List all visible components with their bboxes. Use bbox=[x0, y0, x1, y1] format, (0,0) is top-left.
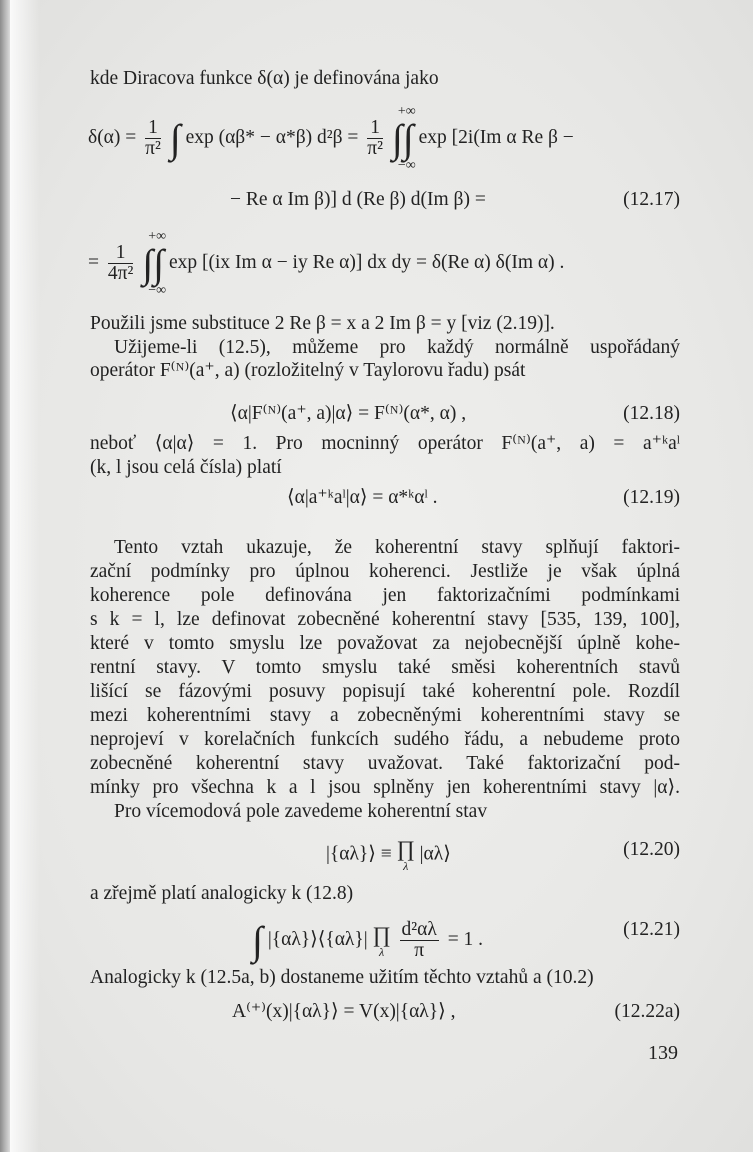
fraction-d2alpha-over-pi: $\frac{\text{d²αλ}}{\pi}$ bbox=[401, 919, 437, 961]
equation-12-20: |{αλ}⟩ ≡ ∏ λ |αλ⟩ bbox=[326, 836, 451, 873]
equation-number-12-17: (12.17) bbox=[623, 189, 680, 210]
text-line-nebot-2: (k, l jsou celá čísla) platí bbox=[90, 457, 282, 478]
paragraph-line: koherence pole definována jen faktorizačními podmínkami bbox=[90, 585, 680, 606]
paragraph-line: lišící se fázovými posuvy popisují také koherentní pole. Rozdíl bbox=[90, 681, 680, 702]
text-line-vicemodova: Pro vícemodová pole zavedeme koherentní stav bbox=[114, 801, 488, 822]
text-line-uzijeme-1: Užijeme-li (12.5), můžeme pro každý normálně uspořádaný bbox=[114, 337, 680, 358]
eq-lhs: δ(α) = bbox=[88, 126, 137, 148]
text-line-intro: kde Diracova funkce δ(α) je definována jako bbox=[90, 68, 439, 89]
paragraph-line: neprojeví v korelačních funkcích sudého řádu, a nebudeme proto bbox=[90, 729, 680, 750]
fraction-one-over-pi-squared-2: $\frac{1}{\text{π²}}$ bbox=[367, 117, 383, 159]
paragraph-line: zobecněné koherentní stavy uvažovat. Také faktorizační pod- bbox=[90, 753, 680, 774]
paragraph-line: rentní stavy. V tomto smyslu také směsi koherentních stavů bbox=[90, 657, 680, 678]
equation-12-21: ∫ |{αλ}⟩⟨{αλ}| ∏ λ $\frac{\text{d²αλ}}{\pi}$ = 1 . bbox=[252, 917, 484, 963]
equation-12-18: ⟨α|F⁽ᴺ⁾(a⁺, a)|α⟩ = F⁽ᴺ⁾(α*, α) , bbox=[230, 403, 467, 424]
text-line-zrejme: a zřejmě platí analogicky k (12.8) bbox=[90, 883, 354, 904]
text-line-uzijeme-2: operátor F⁽ᴺ⁾(a⁺, a) (rozložitelný v Taylorovu řadu) psát bbox=[90, 360, 526, 381]
eq-middle: exp (αβ* − α*β) d²β = bbox=[185, 126, 359, 148]
eq-tail: exp [2i(Im α Re β − bbox=[418, 126, 574, 148]
equation-number-12-18: (12.18) bbox=[623, 403, 680, 424]
equation-12-19: ⟨α|a⁺ᵏaˡ|α⟩ = α*ᵏαˡ . bbox=[287, 487, 438, 508]
paragraph-line: které v tomto smyslu lze považovat za nejobecnější úplně kohe- bbox=[90, 633, 680, 654]
book-spine-shadow bbox=[0, 0, 10, 1152]
integral-sign: ∫ bbox=[169, 115, 181, 161]
equation-number-12-20: (12.20) bbox=[623, 839, 680, 860]
equation-12-22a: A⁽⁺⁾(x)|{αλ}⟩ = V(x)|{αλ}⟩ , bbox=[232, 1001, 456, 1022]
product-operator: ∏ λ bbox=[372, 921, 391, 959]
fraction-one-over-four-pi-squared: $\frac{1}{\text{4π²}}$ bbox=[107, 242, 134, 284]
text-line-nebot-1: neboť ⟨α|α⟩ = 1. Pro mocninný operátor F⁽ᴺ⁾(a⁺, a) = a⁺ᵏaˡ bbox=[90, 433, 680, 454]
paragraph-line: mezi koherentními stavy a zobecněnými koherentními stavy se bbox=[90, 705, 680, 726]
fraction-one-over-pi-squared: $\frac{1}{\text{π²}}$ bbox=[145, 117, 161, 159]
double-integral-with-limits: +∞ ∫∫ −∞ bbox=[391, 103, 416, 173]
product-operator: ∏ λ bbox=[396, 836, 415, 873]
paragraph-line: mínky pro všechna k a l jsou splněny jen koherentními stavy |α⟩. bbox=[90, 777, 680, 798]
equation-number-12-19: (12.19) bbox=[623, 487, 680, 508]
equation-number-12-22a: (12.22a) bbox=[614, 1001, 680, 1022]
equation-12-17-line-b: − Re α Im β)] d (Re β) d(Im β) = bbox=[230, 189, 486, 210]
text-line-analogicky: Analogicky k (12.5a, b) dostaneme užitím těchto vztahů a (10.2) bbox=[90, 967, 594, 988]
paragraph-line: zační podmínky pro úplnou koherenci. Jestliže je však úplná bbox=[90, 561, 680, 582]
paragraph-line: s k = l, lze definovat zobecněné koherentní stavy [535, 139, 100], bbox=[90, 609, 680, 630]
page-gutter-highlight bbox=[10, 0, 40, 1152]
text-line-substitution: Použili jsme substituce 2 Re β = x a 2 Im β = y [viz (2.19)]. bbox=[90, 313, 555, 334]
paragraph-line: Tento vztah ukazuje, že koherentní stavy splňují faktori- bbox=[114, 537, 680, 558]
equation-12-17-line-c: = $\frac{1}{\text{4π²}}$ +∞ ∫∫ −∞ exp [(ix Im α − iy Re α)] dx dy = δ(Re α) δ(Im α) . bbox=[88, 228, 565, 298]
equation-number-12-21: (12.21) bbox=[623, 919, 680, 940]
page-number: 139 bbox=[648, 1042, 678, 1064]
integral-sign: ∫ bbox=[252, 917, 263, 963]
equation-12-17-line-a bbox=[88, 103, 574, 173]
double-integral-with-limits: +∞ ∫∫ −∞ bbox=[142, 228, 167, 298]
